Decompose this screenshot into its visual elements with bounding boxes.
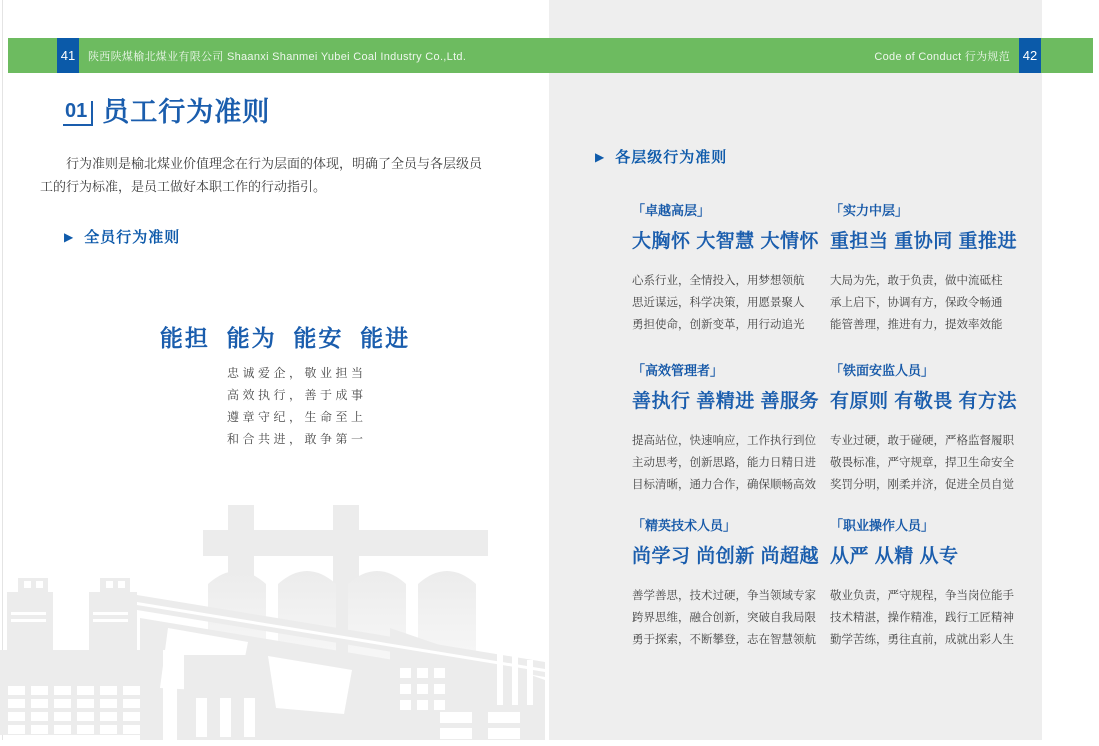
heading-all-staff-label: 全员行为准则 bbox=[84, 229, 181, 246]
intro-paragraph: 行为准则是榆北煤业价值理念在行为层面的体现，明确了全员与各层级员工的行为标准，是员工做好本职工作的行动指引。 bbox=[40, 156, 483, 194]
heading-all-staff-code bbox=[64, 226, 180, 247]
level-block-operators bbox=[830, 515, 1026, 651]
slogan-line: 忠诚爱企，敬业担当 bbox=[227, 366, 367, 380]
level-line: 勇于探索，不断攀登，志在智慧领航 bbox=[632, 634, 816, 646]
left-page-number-badge: 41 bbox=[57, 38, 79, 73]
triangle-marker-icon: ▶ bbox=[64, 229, 75, 244]
chapter-label: Code of Conduct 行为规范 bbox=[874, 50, 1010, 63]
level-line: 奖罚分明，刚柔并济，促进全员自觉 bbox=[830, 479, 1014, 491]
level-line: 心系行业，全情投入，用梦想领航 bbox=[632, 275, 805, 287]
level-line: 大局为先，敢于负责，做中流砥柱 bbox=[830, 275, 1003, 287]
section-title-row bbox=[63, 99, 270, 126]
level-title: 善执行 善精进 善服务 bbox=[632, 391, 820, 412]
heading-level-codes-label: 各层级行为准则 bbox=[615, 149, 728, 166]
level-line: 技术精湛，操作精准，践行工匠精神 bbox=[830, 612, 1014, 624]
level-line: 善学善思，技术过硬，争当领域专家 bbox=[632, 590, 816, 602]
level-block-technical-staff bbox=[632, 515, 828, 651]
company-name: 陕西陕煤榆北煤业有限公司 Shaanxi Shanmei Yubei Coal Industry Co.,Ltd. bbox=[88, 50, 467, 63]
level-line: 思近谋远，科学决策，用愿景聚人 bbox=[632, 297, 805, 309]
level-block-safety-supervisors bbox=[830, 360, 1026, 496]
section-number: 01 bbox=[63, 101, 93, 126]
level-title: 尚学习 尚创新 尚超越 bbox=[632, 546, 820, 567]
level-title: 有原则 有敬畏 有方法 bbox=[830, 391, 1018, 412]
all-staff-slogan-lines bbox=[227, 362, 367, 450]
heading-level-codes bbox=[595, 146, 727, 167]
level-title: 从严 从精 从专 bbox=[830, 546, 959, 567]
level-line: 专业过硬，敢于碰硬，严格监督履职 bbox=[830, 435, 1014, 447]
level-label: 「精英技术人员」 bbox=[632, 518, 737, 533]
level-line: 勤学苦练，勇往直前，成就出彩人生 bbox=[830, 634, 1014, 646]
level-label: 「职业操作人员」 bbox=[830, 518, 935, 533]
level-line: 跨界思维，融合创新，突破自我局限 bbox=[632, 612, 816, 624]
level-title: 重担当 重协同 重推进 bbox=[830, 231, 1018, 252]
level-label: 「卓越高层」 bbox=[632, 203, 711, 218]
level-line: 主动思考，创新思路，能力日精日进 bbox=[632, 457, 816, 469]
header-spacer bbox=[466, 38, 874, 73]
slogan-line: 遵章守纪，生命至上 bbox=[227, 410, 367, 424]
level-line: 敬业负责，严守规程，争当岗位能手 bbox=[830, 590, 1014, 602]
level-title: 大胸怀 大智慧 大情怀 bbox=[632, 231, 820, 252]
triangle-marker-icon: ▶ bbox=[595, 149, 606, 164]
level-line: 目标清晰，通力合作，确保顺畅高效 bbox=[632, 479, 816, 491]
level-label: 「高效管理者」 bbox=[632, 363, 724, 378]
level-block-managers bbox=[632, 360, 828, 496]
level-block-middle-management bbox=[830, 200, 1026, 336]
level-line: 勇担使命，创新变革，用行动追光 bbox=[632, 319, 805, 331]
slogan-line: 和合共进，敢争第一 bbox=[227, 432, 367, 446]
level-block-senior-executives bbox=[632, 200, 828, 336]
right-page-number-badge: 42 bbox=[1019, 38, 1041, 73]
level-label: 「实力中层」 bbox=[830, 203, 909, 218]
slogan-line: 高效执行，善于成事 bbox=[227, 388, 367, 402]
level-label: 「铁面安监人员」 bbox=[830, 363, 935, 378]
level-line: 提高站位，快速响应，工作执行到位 bbox=[632, 435, 816, 447]
level-line: 承上启下，协调有方，保政令畅通 bbox=[830, 297, 1003, 309]
page-header-bar bbox=[8, 38, 1093, 73]
level-line: 能管善理，推进有力，提效率效能 bbox=[830, 319, 1003, 331]
all-staff-slogan: 能担 能为 能安 能进 bbox=[159, 325, 411, 351]
page-title: 员工行为准则 bbox=[102, 97, 271, 127]
level-line: 敬畏标准，严守规章，捍卫生命安全 bbox=[830, 457, 1014, 469]
industrial-silhouette bbox=[0, 500, 545, 740]
